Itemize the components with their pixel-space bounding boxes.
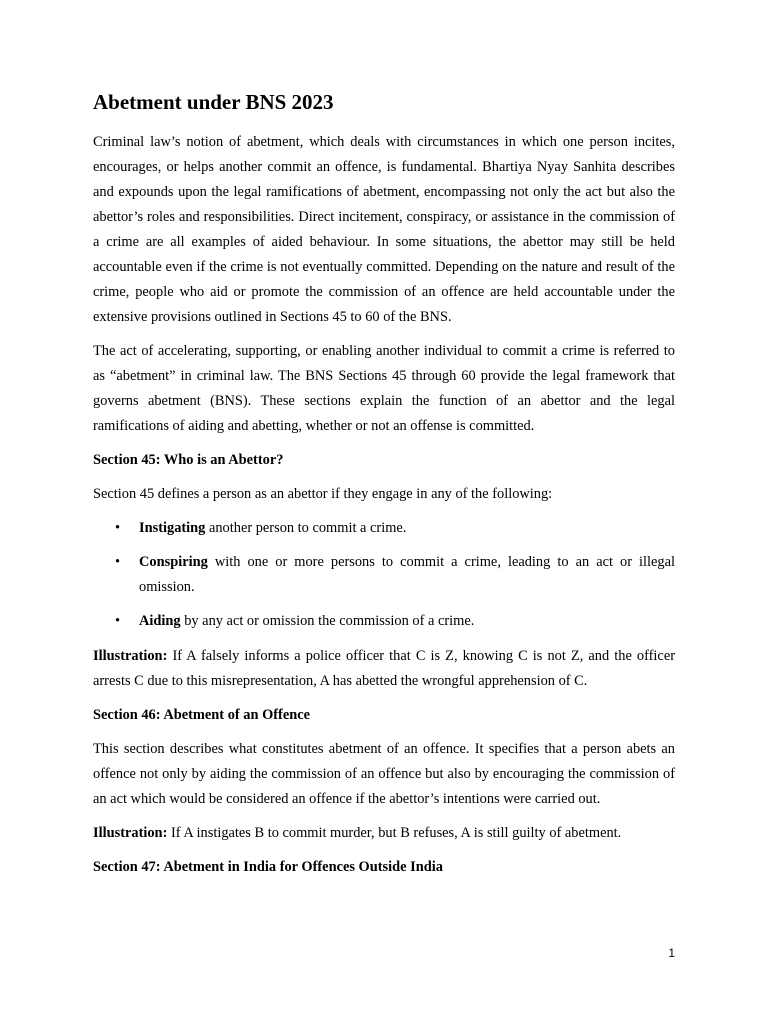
list-item-text: with one or more persons to commit a crime, leading to an act or illegal omission. xyxy=(139,554,675,595)
document-body xyxy=(93,89,675,889)
bullet-icon: • xyxy=(115,520,121,536)
list-item-text: another person to commit a crime. xyxy=(205,520,407,536)
list-item xyxy=(93,550,675,600)
bullet-icon: • xyxy=(115,613,121,629)
list-item xyxy=(93,516,675,541)
section-45-heading: Section 45: Who is an Abettor? xyxy=(93,452,284,468)
intro-paragraph-1: Criminal law’s notion of abetment, which deals with circumstances in which one person incites, encourages, or helps another commit an offence, is fundamental. Bhartiya Nyay Sanhita describes and expounds upon the legal ramifications of abetment, encompassing not only the act but also the abettor’s roles and responsibilities. Direct incitement, conspiracy, or assistance in the commission of a crime are all examples of aided behaviour. In some situations, the abettor may still be held accountable even if the crime is not eventually committed. Depending on the nature and result of the crime, people who aid or promote the commission of an offence are held accountable under the extensive provisions outlined in Sections 45 to 60 of the BNS. xyxy=(93,134,675,325)
bullet-icon: • xyxy=(115,554,121,570)
list-item xyxy=(93,609,675,634)
list-item-text: by any act or omission the commission of a crime. xyxy=(180,613,475,629)
abettor-criteria-list xyxy=(93,516,675,634)
illustration-label: Illustration: xyxy=(93,648,168,664)
section-45-lead: Section 45 defines a person as an abettor if they engage in any of the following: xyxy=(93,486,553,502)
section-46-illustration xyxy=(93,821,675,846)
list-item-term: Conspiring xyxy=(139,554,208,570)
list-item-term: Aiding xyxy=(139,613,181,629)
page-number: 1 xyxy=(668,946,675,960)
section-47-heading: Section 47: Abetment in India for Offences Outside India xyxy=(93,859,443,875)
illustration-text: If A instigates B to commit murder, but B refuses, A is still guilty of abetment. xyxy=(167,825,622,841)
document-title: Abetment under BNS 2023 xyxy=(93,90,334,114)
section-45-illustration xyxy=(93,644,675,694)
intro-paragraph-2: The act of accelerating, supporting, or enabling another individual to commit a crime is referred to as “abetment” in criminal law. The BNS Sections 45 through 60 provide the legal framework that governs abetment (BNS). These sections explain the function of an abettor and the legal ramifications of aiding and abetting, whether or not an offense is committed. xyxy=(93,343,675,434)
illustration-label: Illustration: xyxy=(93,825,168,841)
section-46-heading: Section 46: Abetment of an Offence xyxy=(93,707,311,723)
section-46-body: This section describes what constitutes abetment of an offence. It specifies that a person abets an offence not only by aiding the commission of an offence but also by encouraging the commission of an act which would be considered an offence if the abettor’s intentions were carried out. xyxy=(93,741,675,807)
illustration-text: If A falsely informs a police officer that C is Z, knowing C is not Z, and the officer arrests C due to this misrepresentation, A has abetted the wrongful apprehension of C. xyxy=(93,648,675,689)
list-item-term: Instigating xyxy=(139,520,206,536)
